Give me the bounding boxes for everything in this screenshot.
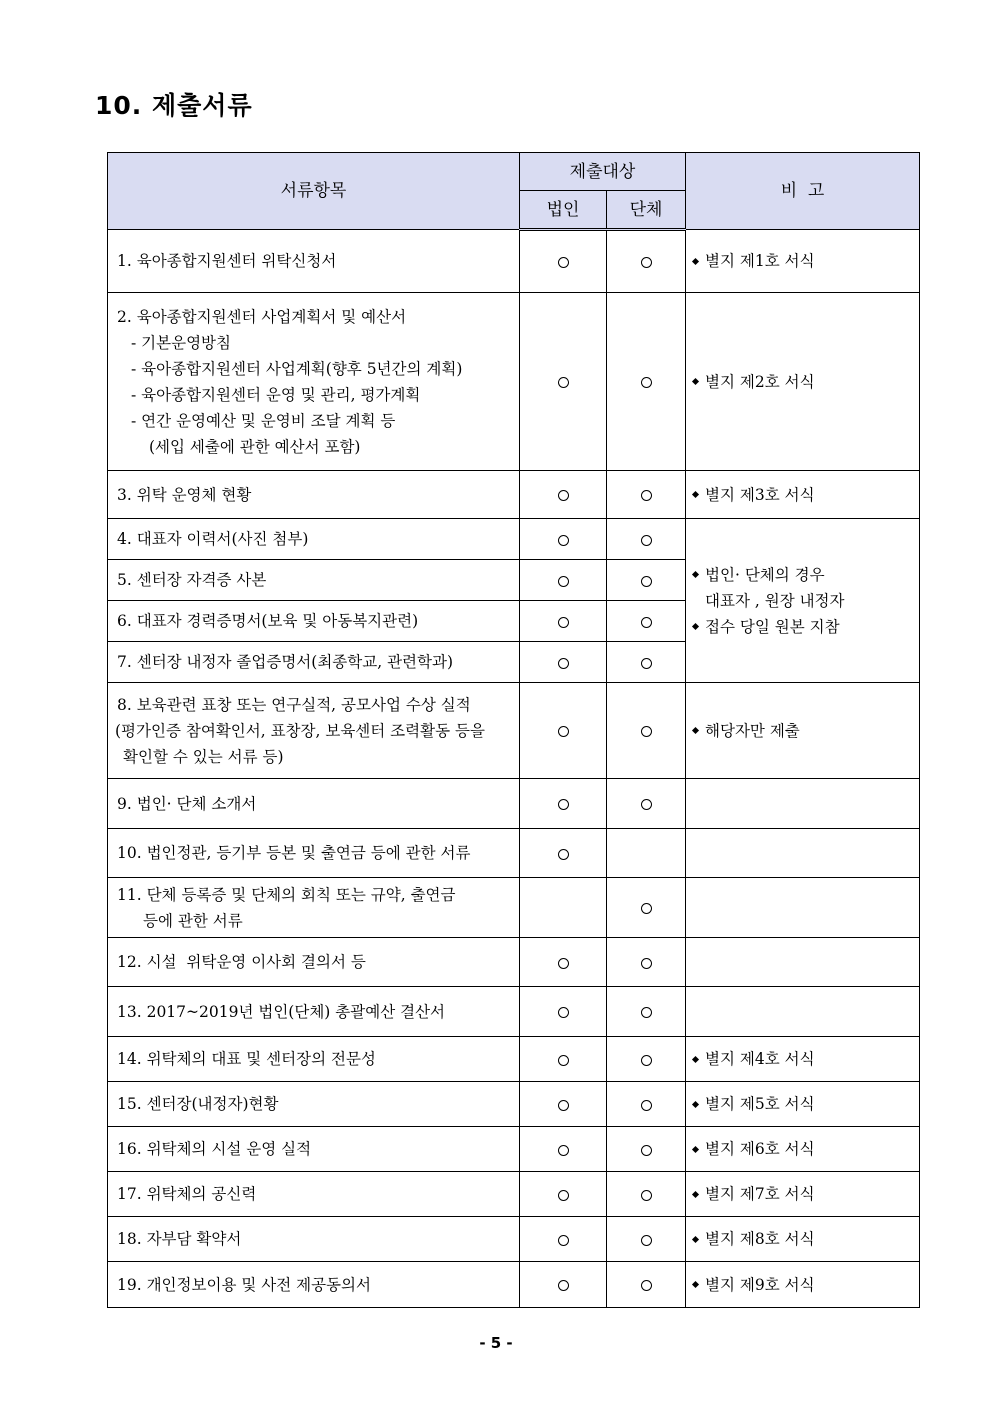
circle-mark-icon bbox=[641, 257, 652, 268]
group-mark bbox=[607, 519, 686, 560]
diamond-bullet-icon bbox=[692, 378, 699, 385]
circle-mark-icon bbox=[641, 490, 652, 501]
table-row bbox=[108, 938, 920, 987]
group-mark bbox=[607, 779, 686, 829]
circle-mark-icon bbox=[558, 1190, 569, 1201]
row-note: 별지 제9호 서식 bbox=[686, 1262, 920, 1308]
corp-mark bbox=[520, 683, 607, 779]
circle-mark-icon bbox=[558, 1235, 569, 1246]
circle-mark-icon bbox=[641, 726, 652, 737]
row-note bbox=[686, 779, 920, 829]
row-note: 별지 제4호 서식 bbox=[686, 1037, 920, 1082]
group-mark bbox=[607, 642, 686, 683]
corp-mark bbox=[520, 1217, 607, 1262]
circle-mark-icon bbox=[558, 1280, 569, 1291]
diamond-bullet-icon bbox=[692, 1190, 699, 1197]
group-mark bbox=[607, 878, 686, 938]
row-item: 11. 단체 등록증 및 단체의 회칙 또는 규약, 출연금 등에 관한 서류 bbox=[108, 878, 520, 938]
table-row bbox=[108, 1262, 920, 1308]
group-mark bbox=[607, 293, 686, 471]
diamond-bullet-icon bbox=[692, 1100, 699, 1107]
circle-mark-icon bbox=[558, 377, 569, 388]
circle-mark-icon bbox=[558, 1145, 569, 1156]
circle-mark-icon bbox=[558, 726, 569, 737]
diamond-bullet-icon bbox=[692, 1281, 699, 1288]
row-note: 별지 제5호 서식 bbox=[686, 1082, 920, 1127]
section-title: 10. 제출서류 bbox=[95, 91, 253, 120]
diamond-bullet-icon bbox=[692, 257, 699, 264]
circle-mark-icon bbox=[558, 576, 569, 587]
circle-mark-icon bbox=[558, 490, 569, 501]
corp-mark bbox=[520, 1082, 607, 1127]
row-item: 3. 위탁 운영체 현황 bbox=[108, 471, 520, 519]
group-mark bbox=[607, 1217, 686, 1262]
circle-mark-icon bbox=[641, 617, 652, 628]
row-note: 별지 제2호 서식 bbox=[686, 293, 920, 471]
corp-mark bbox=[520, 878, 607, 938]
corp-mark bbox=[520, 1037, 607, 1082]
circle-mark-icon bbox=[558, 658, 569, 669]
circle-mark-icon bbox=[558, 1007, 569, 1018]
diamond-bullet-icon bbox=[692, 1055, 699, 1062]
circle-mark-icon bbox=[641, 1100, 652, 1111]
header-note: 비 고 bbox=[686, 153, 920, 230]
row-note: 해당자만 제출 bbox=[686, 683, 920, 779]
row-item: 4. 대표자 이력서(사진 첨부) bbox=[108, 519, 520, 560]
group-mark bbox=[607, 987, 686, 1037]
diamond-bullet-icon bbox=[692, 571, 699, 578]
circle-mark-icon bbox=[558, 799, 569, 810]
corp-mark bbox=[520, 829, 607, 878]
page-number: - 5 - bbox=[479, 1334, 513, 1352]
group-mark bbox=[607, 1082, 686, 1127]
circle-mark-icon bbox=[641, 576, 652, 587]
corp-mark bbox=[520, 601, 607, 642]
corp-mark bbox=[520, 1262, 607, 1308]
table-row bbox=[108, 1172, 920, 1217]
circle-mark-icon bbox=[558, 958, 569, 969]
row-note: 별지 제7호 서식 bbox=[686, 1172, 920, 1217]
circle-mark-icon bbox=[641, 1145, 652, 1156]
circle-mark-icon bbox=[558, 849, 569, 860]
table-row bbox=[108, 230, 920, 293]
circle-mark-icon bbox=[641, 658, 652, 669]
table-row bbox=[108, 779, 920, 829]
row-item: 13. 2017~2019년 법인(단체) 총괄예산 결산서 bbox=[108, 987, 520, 1037]
group-mark bbox=[607, 829, 686, 878]
group-mark bbox=[607, 938, 686, 987]
row-note: 별지 제6호 서식 bbox=[686, 1127, 920, 1172]
row-note: 별지 제3호 서식 bbox=[686, 471, 920, 519]
row-item: 12. 시설 위탁운영 이사회 결의서 등 bbox=[108, 938, 520, 987]
circle-mark-icon bbox=[641, 377, 652, 388]
table-row bbox=[108, 683, 920, 779]
row-item: 10. 법인정관, 등기부 등본 및 출연금 등에 관한 서류 bbox=[108, 829, 520, 878]
row-item: 15. 센터장(내정자)현황 bbox=[108, 1082, 520, 1127]
circle-mark-icon bbox=[641, 799, 652, 810]
circle-mark-icon bbox=[641, 535, 652, 546]
row-item: 6. 대표자 경력증명서(보육 및 아동복지관련) bbox=[108, 601, 520, 642]
row-item: 1. 육아종합지원센터 위탁신청서 bbox=[108, 230, 520, 293]
diamond-bullet-icon bbox=[692, 1235, 699, 1242]
row-item: 18. 자부담 확약서 bbox=[108, 1217, 520, 1262]
circle-mark-icon bbox=[641, 1280, 652, 1291]
table-row bbox=[108, 471, 920, 519]
group-mark bbox=[607, 1127, 686, 1172]
row-item: 14. 위탁체의 대표 및 센터장의 전문성 bbox=[108, 1037, 520, 1082]
circle-mark-icon bbox=[641, 1007, 652, 1018]
corp-mark bbox=[520, 560, 607, 601]
row-item: 8. 보육관련 표창 또는 연구실적, 공모사업 수상 실적 (평가인증 참여확인서, 표창장, 보육센터 조력활동 등을 확인할 수 있는 서류 등) bbox=[108, 683, 520, 779]
group-mark bbox=[607, 1262, 686, 1308]
header-item: 서류항목 bbox=[108, 153, 520, 230]
corp-mark bbox=[520, 293, 607, 471]
row-note bbox=[686, 878, 920, 938]
diamond-bullet-icon bbox=[692, 491, 699, 498]
diamond-bullet-icon bbox=[692, 1145, 699, 1152]
row-note bbox=[686, 938, 920, 987]
row-note: 별지 제1호 서식 bbox=[686, 230, 920, 293]
header-target: 제출대상 bbox=[520, 153, 686, 191]
table-row bbox=[108, 1082, 920, 1127]
table-row bbox=[108, 519, 920, 560]
group-mark bbox=[607, 601, 686, 642]
circle-mark-icon bbox=[558, 1055, 569, 1066]
circle-mark-icon bbox=[558, 535, 569, 546]
row-item: 2. 육아종합지원센터 사업계획서 및 예산서 - 기본운영방침 - 육아종합지원센터 사업계획(향후 5년간의 계획) - 육아종합지원센터 운영 및 관리, 평가계획 - 연간 운영예산 및 운영비 조달 계획 등 (세입 세출에 관한 예산서 포함) bbox=[108, 293, 520, 471]
row-item: 16. 위탁체의 시설 운영 실적 bbox=[108, 1127, 520, 1172]
table-row bbox=[108, 1217, 920, 1262]
diamond-bullet-icon bbox=[692, 623, 699, 630]
row-note bbox=[686, 829, 920, 878]
row-item: 19. 개인정보이용 및 사전 제공동의서 bbox=[108, 1262, 520, 1308]
corp-mark bbox=[520, 938, 607, 987]
corp-mark bbox=[520, 642, 607, 683]
group-mark bbox=[607, 471, 686, 519]
circle-mark-icon bbox=[558, 617, 569, 628]
corp-mark bbox=[520, 987, 607, 1037]
corp-mark bbox=[520, 471, 607, 519]
circle-mark-icon bbox=[558, 1100, 569, 1111]
row-note-merged: 법인· 단체의 경우 대표자 , 원장 내정자 접수 당일 원본 지참 bbox=[686, 519, 920, 683]
submission-documents-table bbox=[107, 152, 920, 1308]
group-mark bbox=[607, 1172, 686, 1217]
corp-mark bbox=[520, 230, 607, 293]
group-mark bbox=[607, 683, 686, 779]
table-row bbox=[108, 293, 920, 471]
table-row bbox=[108, 878, 920, 938]
circle-mark-icon bbox=[641, 1055, 652, 1066]
row-item: 5. 센터장 자격증 사본 bbox=[108, 560, 520, 601]
circle-mark-icon bbox=[641, 1235, 652, 1246]
corp-mark bbox=[520, 1127, 607, 1172]
table-row bbox=[108, 987, 920, 1037]
corp-mark bbox=[520, 779, 607, 829]
group-mark bbox=[607, 230, 686, 293]
circle-mark-icon bbox=[641, 958, 652, 969]
row-note bbox=[686, 987, 920, 1037]
corp-mark bbox=[520, 519, 607, 560]
circle-mark-icon bbox=[641, 903, 652, 914]
table-row bbox=[108, 829, 920, 878]
header-group: 단체 bbox=[607, 191, 686, 230]
circle-mark-icon bbox=[641, 1190, 652, 1201]
corp-mark bbox=[520, 1172, 607, 1217]
row-item: 7. 센터장 내정자 졸업증명서(최종학교, 관련학과) bbox=[108, 642, 520, 683]
row-item: 17. 위탁체의 공신력 bbox=[108, 1172, 520, 1217]
diamond-bullet-icon bbox=[692, 727, 699, 734]
row-item: 9. 법인· 단체 소개서 bbox=[108, 779, 520, 829]
table-row bbox=[108, 1037, 920, 1082]
table-row bbox=[108, 1127, 920, 1172]
group-mark bbox=[607, 560, 686, 601]
circle-mark-icon bbox=[558, 257, 569, 268]
group-mark bbox=[607, 1037, 686, 1082]
row-note: 별지 제8호 서식 bbox=[686, 1217, 920, 1262]
header-corp: 법인 bbox=[520, 191, 607, 230]
